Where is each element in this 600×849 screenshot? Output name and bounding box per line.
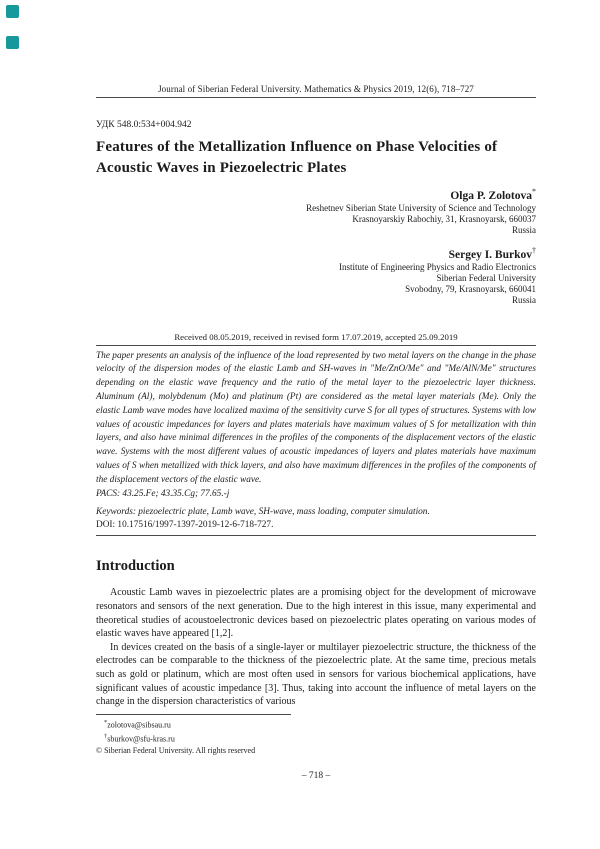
affiliation-line: Russia xyxy=(511,224,536,235)
footnote-email: zolotova@sibsau.ru xyxy=(107,720,171,730)
udc-line: УДК 548.0:534+004.942 xyxy=(96,120,192,130)
journal-header: Journal of Siberian Federal University. Mathematics & Physics 2019, 12(6), 718–727 xyxy=(158,84,474,94)
doi-line: DOI: 10.17516/1997-1397-2019-12-6-718-727. xyxy=(96,520,274,531)
author-name xyxy=(96,244,536,262)
footnote-divider xyxy=(96,714,291,715)
copyright-line: © Siberian Federal University. All rights reserved xyxy=(96,746,256,756)
received-line: Received 08.05.2019, received in revised form 17.07.2019, accepted 25.09.2019 xyxy=(174,331,458,342)
abstract-text: The paper presents an analysis of the influence of the load represented by two metal layers on the change in the phase velocity of the dispersion modes of the elastic Lamb and SH-waves in "Me/ZnO/Me" and "Me/AlN/Me" structures depending on the elastic wave frequency and the ratio of the metal layer to the piezoelectric layer thickness. Aluminum (Al), molybdenum (Mo) and platinum (Pt) are considered as the metal layer materials (Me). Only the elastic Lamb wave modes have localized maxima of the sensitivity curve S for all types of structures. Systems with low values of acoustic impedances for layers and plates materials have maximum values of S for metallization with thin layers, and also have minimal differences in the profiles of the components of the displacement vectors of the elastic wave. Systems with the most different values of acoustic impedances of layers and plates materials have maximum values of S when metallized with thick layers, and also have maximum differences in the profiles of the components of the displacement vectors of the elastic wave. xyxy=(96,350,536,485)
article-title: Features of the Metallization Influence on Phase Velocities of Acoustic Waves in Piezoelectric Plates xyxy=(96,139,498,176)
teal-corner-marker-icon xyxy=(6,5,19,18)
teal-corner-marker-icon xyxy=(6,36,19,49)
footnote-marker: † xyxy=(104,732,108,740)
author-name-text: Sergey I. Burkov xyxy=(448,248,532,261)
section-heading-introduction: Introduction xyxy=(96,558,175,575)
abstract-top-divider xyxy=(96,345,536,346)
pacs-line: PACS: 43.25.Fe; 43.35.Cg; 77.65.-j xyxy=(96,488,230,499)
affiliation-line: Krasnoyarskiy Rabochiy, 31, Krasnoyarsk, 660037 xyxy=(352,213,536,224)
authors-block xyxy=(96,185,536,306)
affiliation-line: Russia xyxy=(511,294,536,305)
footnotes-block xyxy=(96,717,536,757)
abstract-bottom-divider xyxy=(96,535,536,536)
affiliation-line: Institute of Engineering Physics and Radio Electronics xyxy=(339,261,536,272)
author-name xyxy=(96,185,536,203)
author-footnote-marker: † xyxy=(532,245,536,255)
affiliation-line: Reshetnev Siberian State University of Science and Technology xyxy=(306,202,536,213)
keywords-line: Keywords: piezoelectric plate, Lamb wave, SH-wave, mass loading, computer simulation. xyxy=(96,507,430,518)
author-name-text: Olga P. Zolotova xyxy=(450,189,532,202)
footnote-item xyxy=(96,731,536,745)
intro-paragraph-1: Acoustic Lamb waves in piezoelectric plates are a promising object for the development of microwave resonators and sensors of the next generation. Due to the high interest in this issue, many experimental and theoretical studies of acoustoelectronic devices based on piezoelectric plates operating on various modes of elastic waves have appeared [1,2]. xyxy=(96,587,536,640)
author-footnote-marker: * xyxy=(532,187,536,196)
affiliation-line: Svobodny, 79, Krasnoyarsk, 660041 xyxy=(405,283,536,294)
page-number: – 718 – xyxy=(301,770,331,781)
header-divider xyxy=(96,97,536,98)
footnote-email: sburkov@sfu-kras.ru xyxy=(107,734,175,744)
footnote-item xyxy=(96,717,536,731)
footnote-marker: * xyxy=(104,718,108,726)
intro-paragraph-2: In devices created on the basis of a single-layer or multilayer piezoelectric structure, the thickness of the electrodes can be comparable to the thickness of the piezoelectric plate. At the same time, precious metals such as gold or platinum, which are most often used in sensors for various biochemical applications, have significant values of acoustic impedance [3]. Thus, taking into account the influence of metal layers on the change in the dispersion characteristics of various xyxy=(96,641,536,708)
page-content xyxy=(96,0,536,781)
affiliation-line: Siberian Federal University xyxy=(436,272,536,283)
